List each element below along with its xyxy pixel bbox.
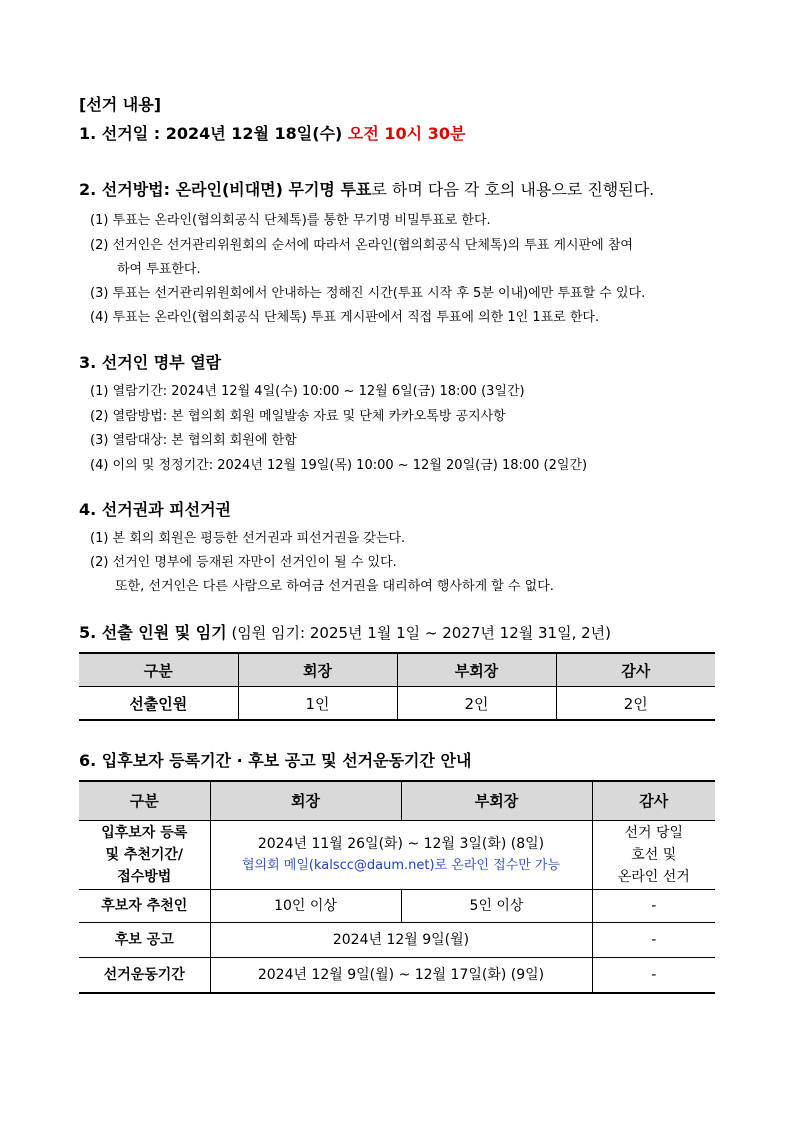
- election-method-label: 2. 선거방법: 온라인(비대면) 무기명 투표: [79, 180, 372, 199]
- announcement-date: 2024년 12월 9일(월): [210, 923, 592, 958]
- table-row: [79, 890, 715, 923]
- voter-list-item-4: (4) 이의 및 정정기간: 2024년 12월 19일(목) 10:00 ~ 12월 20일(금) 18:00 (2일간): [90, 458, 588, 473]
- section-1-election-date: [79, 121, 465, 144]
- president-count: 1인: [238, 687, 397, 721]
- registration-method: 협의회 메일(kalscc@daum.net)로 온라인 접수만 가능: [241, 858, 561, 873]
- table-row: [79, 821, 715, 890]
- section-6-candidate-schedule: 6. 입후보자 등록기간 · 후보 공고 및 선거운동기간 안내: [79, 751, 472, 770]
- election-method-rest: 로 하며 다음 각 호의 내용으로 진행된다.: [371, 180, 655, 199]
- header-vice-president: 부회장: [397, 653, 556, 687]
- auditor-count: 2인: [556, 687, 715, 721]
- table-row: [79, 958, 715, 993]
- auditor-line-1: 선거 당일: [624, 825, 684, 841]
- rights-item-1: (1) 본 회의 회원은 평등한 선거권과 피선거권을 갖는다.: [90, 531, 406, 546]
- method-item-3: (3) 투표는 선거관리위원회에서 안내하는 정해진 시간(투표 시작 후 5분 이내)에만 투표할 수 있다.: [90, 286, 646, 301]
- rights-item-2: (2) 선거인 명부에 등재된 자만이 선거인이 될 수 있다.: [90, 555, 397, 570]
- auditor-election-cell: [592, 821, 715, 890]
- schedule-table-header: [79, 781, 715, 821]
- method-item-4: (4) 투표는 온라인(협의회공식 단체톡) 투표 게시판에서 직접 투표에 의한 1인 1표로 한다.: [90, 310, 600, 325]
- auditor-recommenders: -: [592, 890, 715, 923]
- section-heading-election-content: [선거 내용]: [79, 95, 162, 114]
- registration-period: 2024년 11월 26일(화) ~ 12월 3일(화) (8일): [257, 836, 545, 852]
- method-item-1: (1) 투표는 온라인(협의회공식 단체톡)를 통한 무기명 비밀투표로 한다.: [90, 213, 491, 228]
- vice-president-count: 2인: [397, 687, 556, 721]
- registration-label-line-2: 및 추천기간/: [105, 847, 184, 863]
- header-auditor: 감사: [556, 653, 715, 687]
- voter-list-item-1: (1) 열람기간: 2024년 12월 4일(수) 10:00 ~ 12월 6일(금) 18:00 (3일간): [90, 384, 525, 399]
- section-4-voting-rights: 4. 선거권과 피선거권: [79, 500, 231, 519]
- auditor-line-2: 호선 및: [631, 847, 677, 863]
- officers-table: [79, 652, 715, 721]
- table-row: [79, 923, 715, 958]
- auditor-announcement: -: [592, 923, 715, 958]
- method-item-2-cont: 하여 투표한다.: [117, 262, 201, 277]
- row-label-registration: [79, 821, 210, 890]
- rights-item-2-cont: 또한, 선거인은 다른 사람으로 하여금 선거권을 대리하여 행사하게 할 수 없다.: [115, 579, 554, 594]
- candidate-schedule-table: [79, 780, 715, 994]
- section-2-election-method: [79, 177, 654, 200]
- section-5-officers-term: [79, 620, 611, 643]
- header-category: 구분: [79, 781, 210, 821]
- president-recommenders: 10인 이상: [210, 890, 401, 923]
- header-president: 회장: [210, 781, 401, 821]
- row-label-campaign: 선거운동기간: [103, 966, 185, 983]
- section-3-voter-list: 3. 선거인 명부 열람: [79, 353, 222, 372]
- auditor-campaign: -: [592, 958, 715, 993]
- header-president: 회장: [238, 653, 397, 687]
- election-time: 오전 10시 30분: [347, 124, 466, 143]
- row-label-recommenders: 후보자 추천인: [79, 890, 210, 923]
- voter-list-item-3: (3) 열람대상: 본 협의회 회원에 한함: [90, 433, 297, 448]
- table-row: [79, 687, 715, 721]
- row-label-elected-count: 선출인원: [129, 694, 188, 713]
- header-vice-president: 부회장: [401, 781, 592, 821]
- registration-period-cell: [210, 821, 592, 890]
- auditor-line-3: 온라인 선거: [617, 869, 690, 885]
- voter-list-item-2: (2) 열람방법: 본 협의회 회원 메일발송 자료 및 단체 카카오톡방 공지사항: [90, 409, 506, 424]
- officers-term-note: (임원 임기: 2025년 1월 1일 ~ 2027년 12월 31일, 2년): [226, 624, 612, 642]
- registration-label-line-3: 접수방법: [117, 869, 172, 885]
- header-auditor: 감사: [592, 781, 715, 821]
- registration-label-line-1: 입후보자 등록: [101, 825, 188, 841]
- campaign-period: 2024년 12월 9일(월) ~ 12월 17일(화) (9일): [210, 958, 592, 993]
- vice-president-recommenders: 5인 이상: [401, 890, 592, 923]
- election-date-label: 1. 선거일 : 2024년 12월 18일(수): [79, 124, 343, 143]
- officers-table-header: [79, 653, 715, 687]
- header-category: 구분: [79, 653, 238, 687]
- method-item-2: (2) 선거인은 선거관리위원회의 순서에 따라서 온라인(협의회공식 단체톡)의 투표 게시판에 참여: [90, 238, 633, 253]
- row-label-announcement: 후보 공고: [79, 923, 210, 958]
- officers-term-title: 5. 선출 인원 및 임기: [79, 623, 227, 642]
